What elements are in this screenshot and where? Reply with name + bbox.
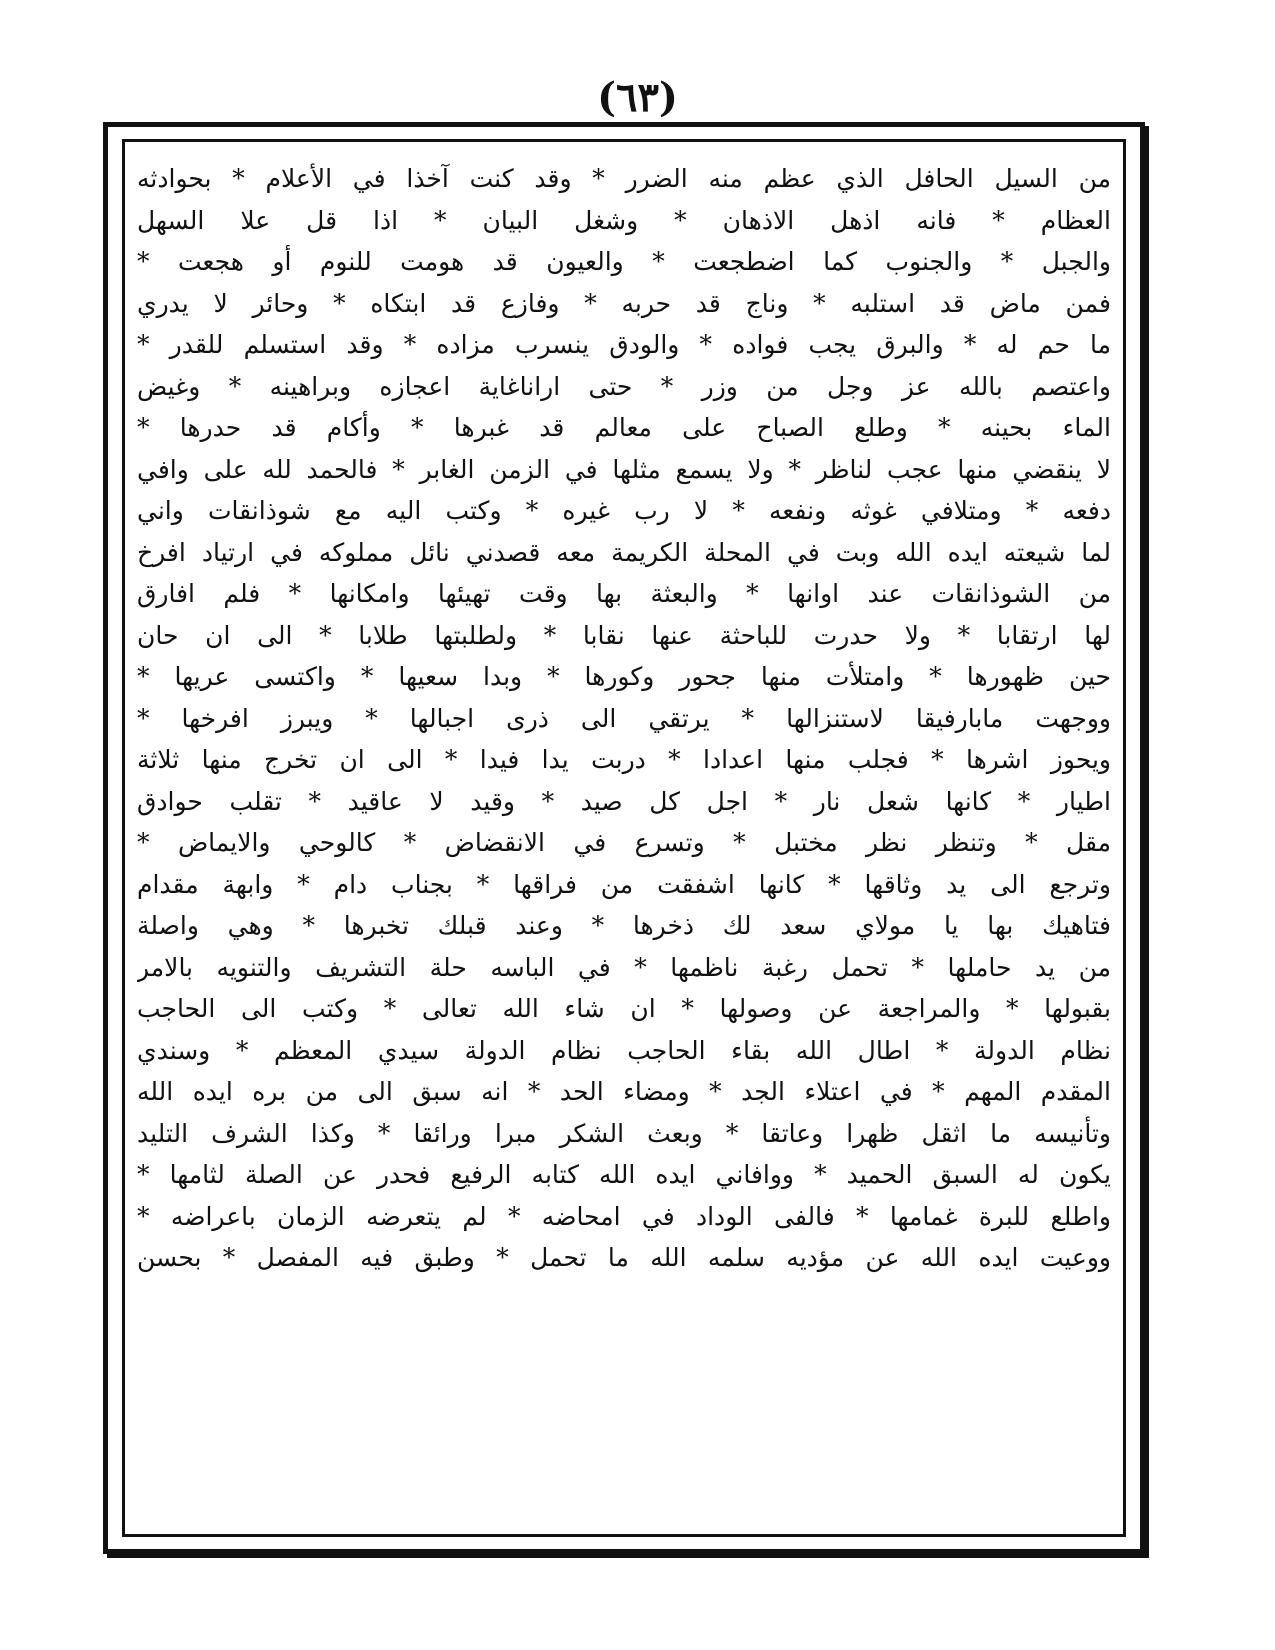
text-line: ما حم له * والبرق يجب فواده * والودق ينسرب مزاده * وقد استسلم للقدر * bbox=[137, 330, 1111, 359]
text-line: واعتصم بالله عز وجل من وزر * حتى اراناغاية اعجازه وبراهينه * وغيض bbox=[137, 371, 1111, 401]
text-line: نظام الدولة * اطال الله بقاء الحاجب نظام الدولة سيدي المعظم * وسندي bbox=[137, 1035, 1111, 1065]
text-line: واطلع للبرة غمامها * فالفى الوداد في امحاضه * لم يتعرضه الزمان باعراضه * bbox=[137, 1201, 1111, 1231]
text-line: ووعيت ايده الله عن مؤديه سلمه الله ما تحمل * وطبق فيه المفصل * بحسن bbox=[137, 1243, 1111, 1272]
text-line: لا ينقضي منها عجب لناظر * ولا يسمع مثلها في الزمن الغابر * فالحمد لله على وافي bbox=[137, 454, 1111, 484]
text-line: اطيار * كانها شعل نار * اجل كل صيد * وقيد لا عاقيد * تقلب حوادق bbox=[137, 786, 1111, 816]
text-line: لما شيعته ايده الله وبت في المحلة الكريمة معه قصدني نائل مملوكه في ارتياد افرخ bbox=[137, 537, 1111, 567]
text-line: وترجع الى يد وثاقها * كانها اشفقت من فراقها * بجناب دام * وابهة مقدام bbox=[137, 869, 1111, 899]
text-line: مقل * وتنظر نظر مختبل * وتسرع في الانقضاض * كالوحي والايماض * bbox=[137, 828, 1111, 857]
page-number: (٦٣) bbox=[597, 74, 678, 121]
text-body bbox=[137, 158, 1111, 1524]
inner-frame bbox=[122, 139, 1126, 1537]
text-line: يكون له السبق الحميد * ووافاني ايده الله كتابه الرفيع فحدر عن الصلة لثامها * bbox=[137, 1160, 1111, 1189]
text-line: من يد حاملها * تحمل رغبة ناظمها * في الباسه حلة التشريف والتنويه بالامر bbox=[137, 952, 1111, 982]
page-frame bbox=[103, 122, 1145, 1554]
text-line: وتأنيسه ما اثقل ظهرا وعاتقا * وبعث الشكر مبرا ورائقا * وكذا الشرف التليد bbox=[137, 1118, 1111, 1148]
text-line: الماء بحينه * وطلع الصباح على معالم قد غبرها * وأكام قد حدرها * bbox=[137, 413, 1111, 442]
text-line: العظام * فانه اذهل الاذهان * وشغل البيان * اذا قل علا السهل bbox=[137, 205, 1111, 235]
text-line: لها ارتقابا * ولا حدرت للباحثة عنها نقابا * ولطلبتها طلابا * الى ان حان bbox=[137, 620, 1111, 650]
text-line: فمن ماض قد استلبه * وناج قد حربه * وفازع قد ابتكاه * وحائر لا يدري bbox=[137, 288, 1111, 318]
text-line: والجبل * والجنوب كما اضطجعت * والعيون قد هومت للنوم أو هجعت * bbox=[137, 247, 1111, 276]
text-line: ووجهت مابارفيقا لاستنزالها * يرتقي الى ذرى اجبالها * ويبرز افرخها * bbox=[137, 703, 1111, 733]
text-line: بقبولها * والمراجعة عن وصولها * ان شاء الله تعالى * وكتب الى الحاجب bbox=[137, 994, 1111, 1023]
text-line: فتاهيك بها يا مولاي سعد لك ذخرها * وعند قبلك تخبرها * وهي واصلة bbox=[137, 911, 1111, 940]
text-line: دفعه * ومتلافي غوثه ونفعه * لا رب غيره * وكتب اليه مع شوذانقات واني bbox=[137, 496, 1111, 525]
text-line: من الشوذانقات عند اوانها * والبعثة بها وقت تهيئها وامكانها * فلم افارق bbox=[137, 579, 1111, 608]
text-line: ويحوز اشرها * فجلب منها اعدادا * دربت يدا فيدا * الى ان تخرج منها ثلاثة bbox=[137, 745, 1111, 774]
text-line: المقدم المهم * في اعتلاء الجد * ومضاء الحد * انه سبق الى من بره ايده الله bbox=[137, 1077, 1111, 1106]
text-line: حين ظهورها * وامتلأت منها جحور وكورها * وبدا سعيها * واكتسى عريها * bbox=[137, 662, 1111, 691]
text-line: من السيل الحافل الذي عظم منه الضرر * وقد كنت آخذا في الأعلام * بحوادثه bbox=[137, 164, 1111, 193]
